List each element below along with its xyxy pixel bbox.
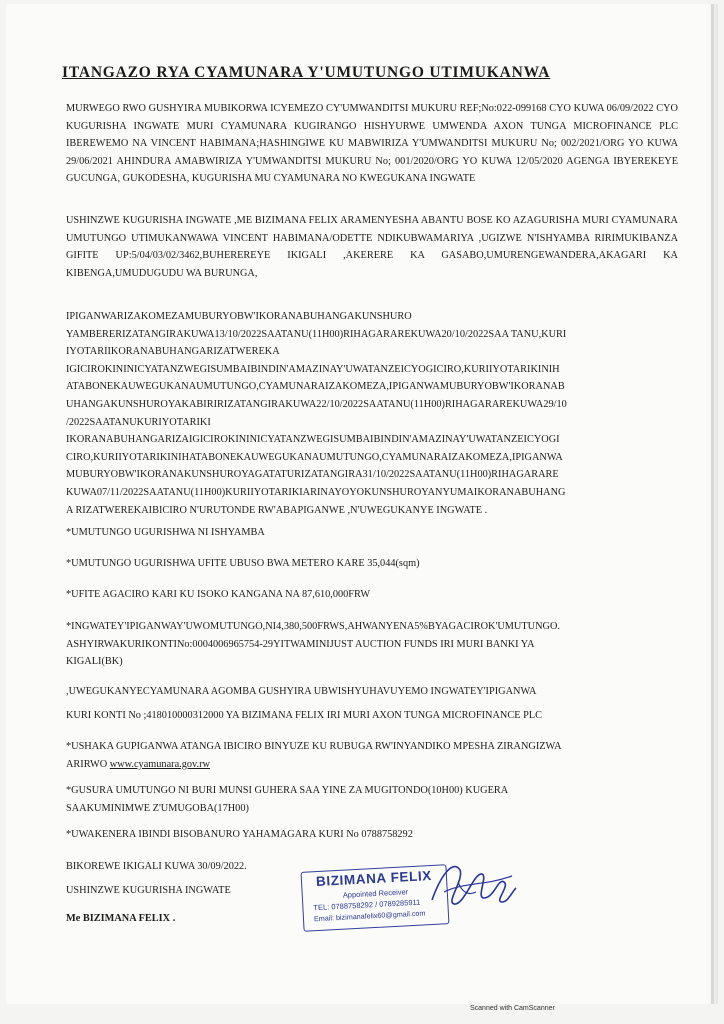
- schedule-line: YAMBERERIZATANGIRAKUWA13/10/2022SAATANU(11H00)RIHAGARAREKUWA20/10/2022SAA TANU,KURI: [66, 328, 567, 340]
- bid-method-prefix: ARIRWO: [66, 758, 108, 770]
- signatory-role: USHINZWE KUGURISHA INGWATE: [66, 885, 231, 896]
- stamp-email: Email: bizimanafelix60@gmail.com: [313, 908, 426, 924]
- schedule-line: CIRO,KURIIYOTARIKINIHATABONEKAUWEGUKANAUMUTUNGO,CYAMUNARAIZAKOMEZA,IPIGANWA: [66, 451, 563, 463]
- schedule-line: A RIZATWEREKAIBICIRO N'URUTONDE RW'ABAPIGANWE ,N'UWEGUKANYE INGWATE .: [66, 504, 488, 516]
- item-deposit: [66, 618, 678, 671]
- page-edge-shadow: [711, 4, 714, 1004]
- signatory-name: Me BIZIMANA FELIX .: [66, 913, 176, 924]
- schedule-line: IGICIROKININICYATANZWEGISUMBAIBINDIN'AMAZINAY'UWATANZEICYOGICIRO,KURIIYOTARIKINIH: [66, 363, 560, 375]
- winner-payment-line: ,UWEGUKANYECYAMUNARA AGOMBA GUSHYIRA UBWISHYUHAVUYEMO INGWATEY'IPIGANWA: [66, 686, 537, 697]
- item-property-area: *UMUTUNGO UGURISHWA UFITE UBUSO BWA METERO KARE 35,044(sqm): [66, 558, 420, 569]
- deposit-line: *INGWATEY'IPIGANWAY'UWOMUTUNGO,NI4,380,500FRWS,AHWANYENA5%BYAGACIROK'UMUTUNGO.: [66, 621, 560, 632]
- website-link[interactable]: www.cyamunara.gov.rw: [109, 758, 210, 770]
- item-visit-hours: [66, 782, 678, 817]
- schedule-line: IKORANABUHANGARIZAIGICIROKININICYATANZWEGISUMBAIBINDIN'AMAZINAY'UWATANZEICYOGI: [66, 434, 560, 446]
- account-line: KURI KONTI No ;418010000312000 YA BIZIMANA FELIX IRI MURI AXON TUNGA MICROFINANCE PLC: [66, 710, 542, 721]
- scanner-watermark: Scanned with CamScanner: [470, 1005, 555, 1012]
- stamp-role: Appointed Receiver: [342, 887, 409, 900]
- schedule-line: IYOTARIIKORANABUHANGARIZATWEREKA: [66, 346, 280, 358]
- place-date: BIKOREWE IKIGALI KUWA 30/09/2022.: [66, 861, 247, 872]
- bidding-schedule-paragraph: [66, 308, 678, 519]
- stamp-phone: TEL: 0788758292 / 0789285911: [313, 897, 421, 913]
- schedule-line: IPIGANWARIZAKOMEZAMUBURYOBW'IKORANABUHANGAKUNSHURO: [66, 311, 412, 322]
- visit-line: *GUSURA UMUTUNGO NI BURI MUNSI GUHERA SAA YINE ZA MUGITONDO(10H00) KUGERA: [66, 785, 509, 796]
- visit-line: SAAKUMINIMWE Z'UMUGOBA(17H00): [66, 802, 249, 814]
- document-page: [6, 4, 718, 1004]
- schedule-line: ATABONEKAUWEGUKANAUMUTUNGO,CYAMUNARAIZAKOMEZA,IPIGANWAMUBURYOBW'IKORANAB: [66, 381, 565, 393]
- item-property-value: *UFITE AGACIRO KARI KU ISOKO KANGANA NA 87,610,000FRW: [66, 589, 371, 600]
- item-contact-info: *UWAKENERA IBINDI BISOBANURO YAHAMAGARA KURI No 0788758292: [66, 829, 413, 840]
- schedule-line: UHANGAKUNSHUROYAKABIRIRIZATANGIRAKUWA22/10/2022SAATANU(11H00)RIHAGARAREKUWA29/10: [66, 398, 567, 410]
- item-property-type: *UMUTUNGO UGURISHWA NI ISHYAMBA: [66, 527, 265, 538]
- schedule-line: /2022SAATANUKURIYOTARIKI: [66, 416, 211, 428]
- document-title: ITANGAZO RYA CYAMUNARA Y'UMUTUNGO UTIMUKANWA: [62, 64, 551, 81]
- deposit-line: ASHYIRWAKURIKONTINo:0004006965754-29YITWAMINIJUST AUCTION FUNDS IRI MURI BANKI YA: [66, 638, 535, 650]
- intro-paragraph: MURWEGO RWO GUSHYIRA MUBIKORWA ICYEMEZO CY'UMWANDITSI MUKURU REF;No:022-099168 CYO KUWA 06/09/2022 CYO KUGURISHA INGWATE MURI CYAMUNARA KUGIRANGO HISHYURWE UMWENDA AXON TUNGA MICROFINANCE PLC IBEREWEMO NA VINCENT HABIMANA;HASHINGIWE KU MABWIRIZA Y'UMWANDITSI MUKURU No; 002/2021/ORG YO KUWA 29/06/2021 AHINDURA AMABWIRIZA Y'UMWANDITSI MUKURU No; 001/2020/ORG YO KUWA 12/05/2020 AGENGA IBYEREKEYE GUCUNGA, GUKODESHA, KUGURISHA MU CYAMUNARA NO KWEGUKANA INGWATE: [66, 103, 678, 185]
- item-bid-method: [66, 738, 678, 773]
- bid-method-line-2: [66, 756, 678, 774]
- bid-method-line: *USHAKA GUPIGANWA ATANGA IBICIRO BINYUZE KU RUBUGA RW'INYANDIKO MPESHA ZIRANGIZWA: [66, 741, 562, 752]
- deposit-line: KIGALI(BK): [66, 656, 123, 668]
- handwritten-signature: [424, 852, 520, 918]
- stamp-name: BIZIMANA FELIX: [315, 868, 433, 890]
- announcement-paragraph: USHINZWE KUGURISHA INGWATE ,ME BIZIMANA FELIX ARAMENYESHA ABANTU BOSE KO AZAGURISHA MURI CYAMUNARA UMUTUNGO UTIMUKANWAWA VINCENT HABIMANA/ODETTE NDIKUBWAMARIYA ,UGIZWE N'ISHYAMBA RIRIMUKIBANZA GIFITE UP:5/04/03/02/3462,BUHEREREYE IKIGALI ,AKERERE KA GASABO,UMURENGEWANDERA,AKAGARI KA KIBENGA,UMUDUGUDU WA BURUNGA,: [66, 215, 678, 279]
- schedule-line: MUBURYOBW'IKORANAKUNSHUROYAGATATURIZATANGIRA31/10/2022SAATANU(11H00)RIHAGARARE: [66, 469, 559, 481]
- schedule-line: KUWA07/11/2022SAATANU(11H00)KURIIYOTARIKIARINAYOYOKUNSHUROYANYUMAIKORANABUHANG: [66, 486, 566, 498]
